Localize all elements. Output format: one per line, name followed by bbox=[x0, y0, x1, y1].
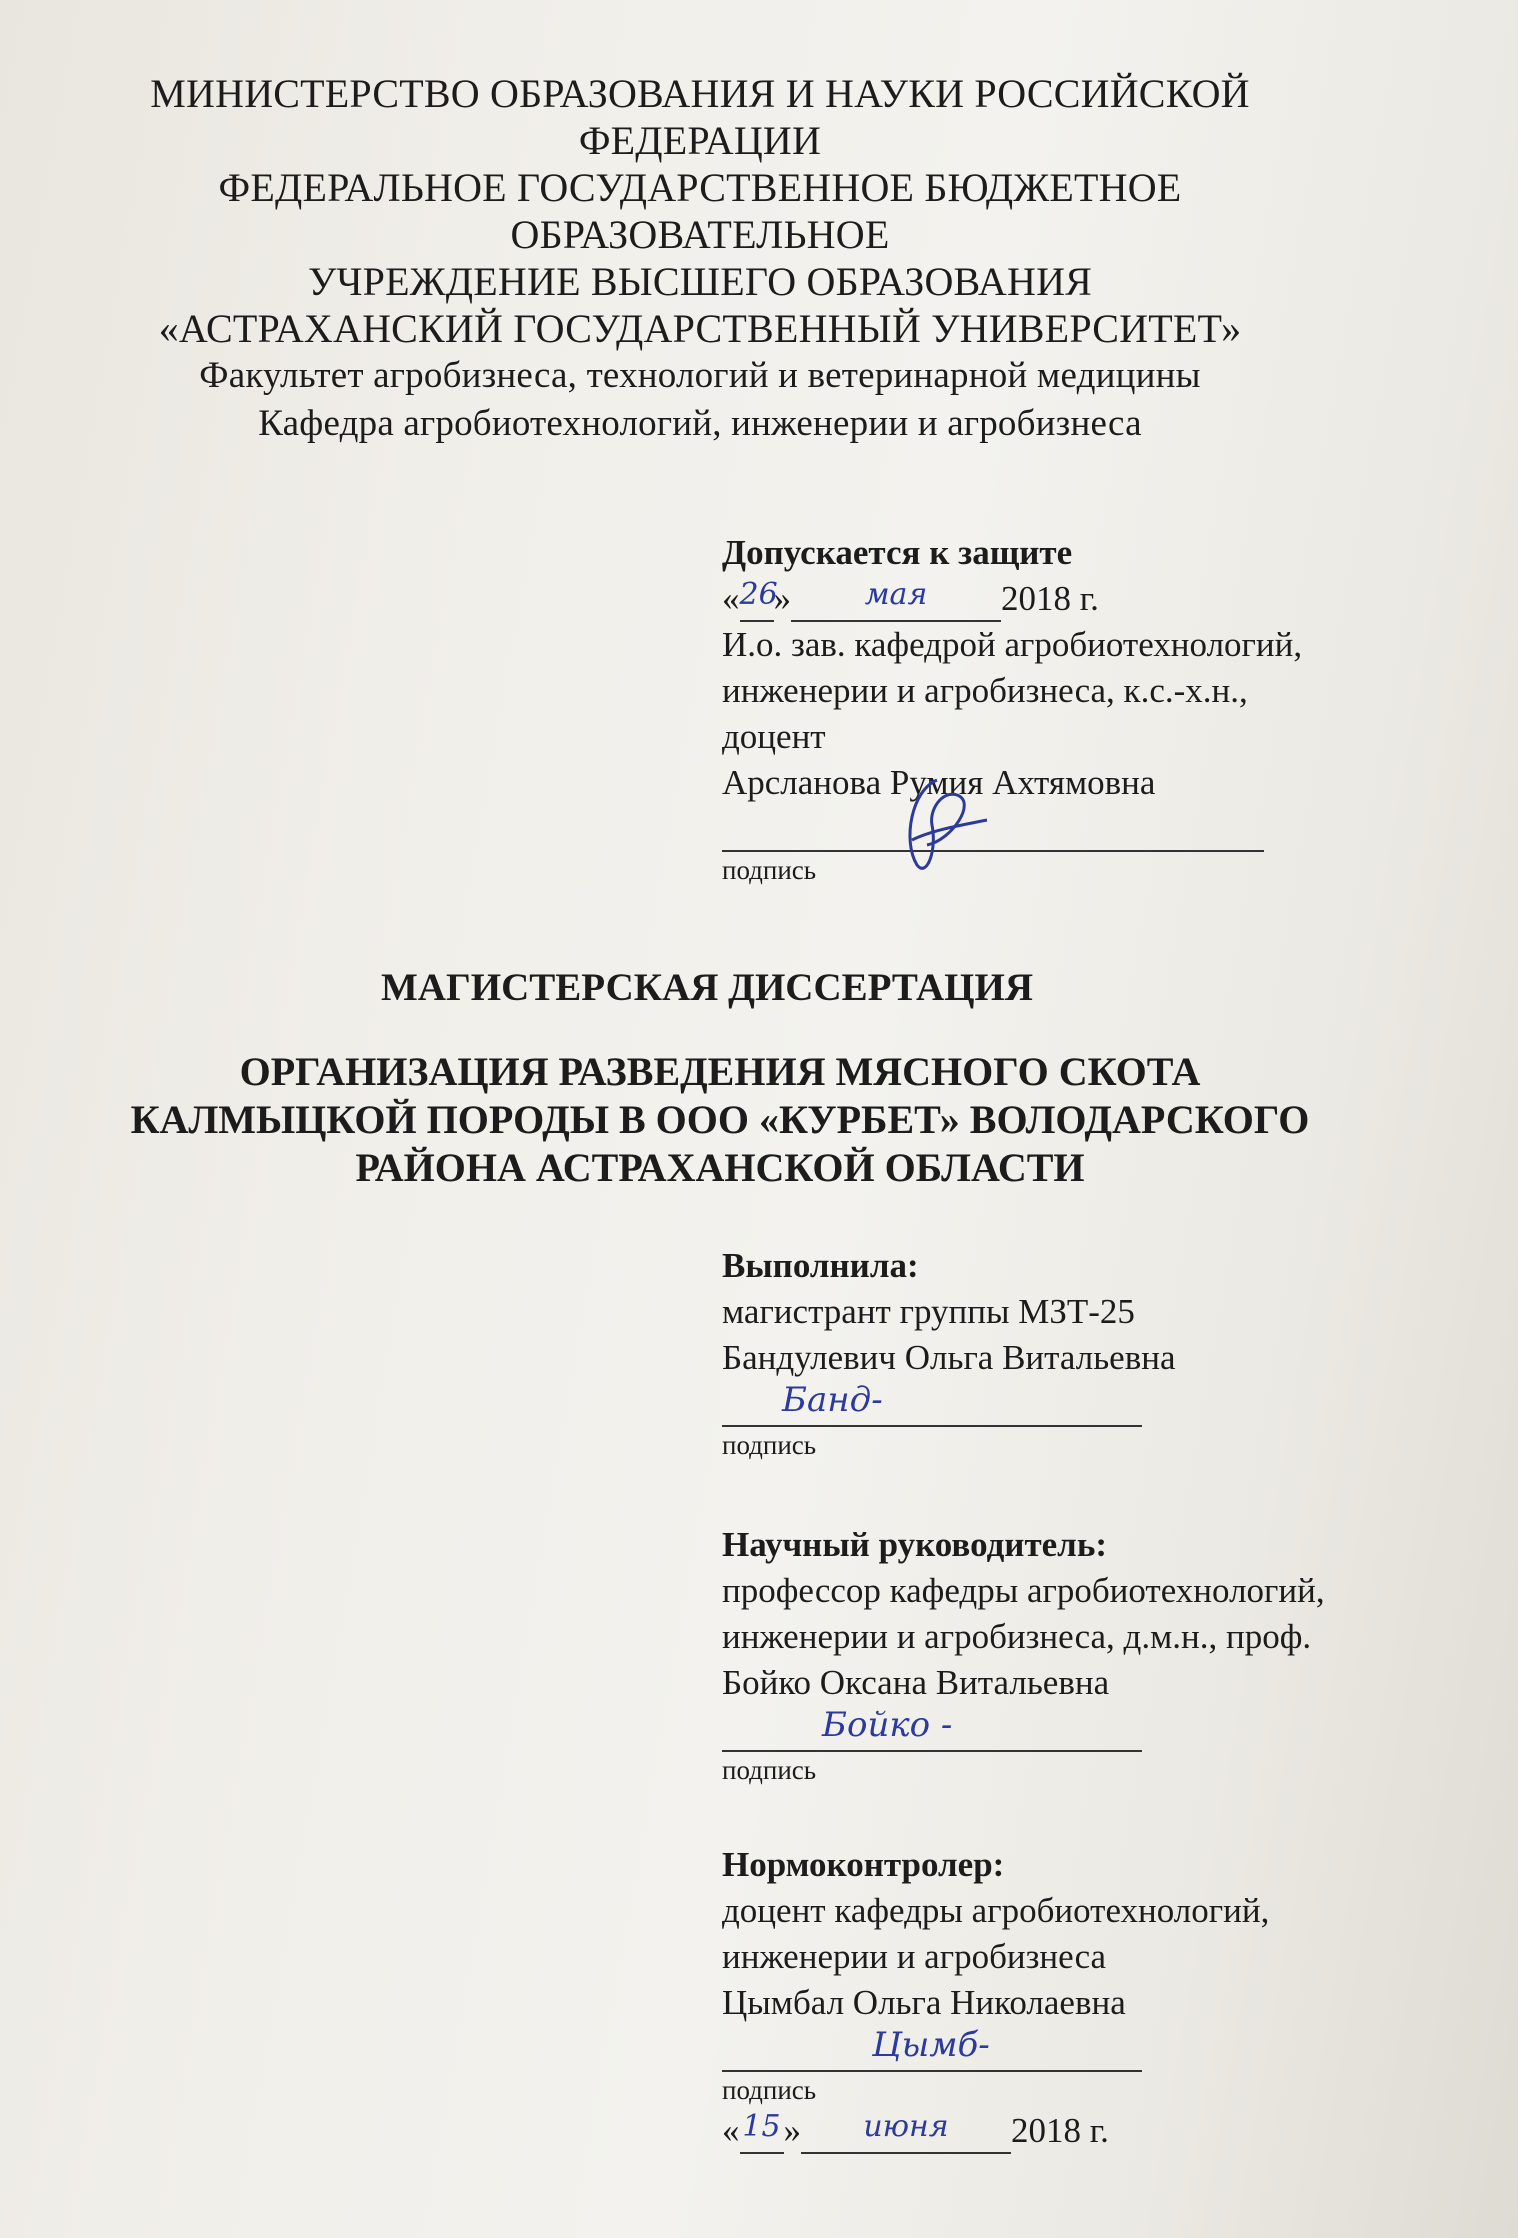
federation-line: ФЕДЕРАЦИИ bbox=[578, 118, 822, 163]
norm-date-month: июня bbox=[863, 2109, 949, 2144]
supervisor-name: Бойко Оксана Витальевна bbox=[722, 1663, 1110, 1702]
supervisor-role-1: профессор кафедры агробиотехнологий, bbox=[722, 1571, 1325, 1610]
supervisor-signature-caption: подпись bbox=[722, 1755, 817, 1785]
admission-label: Допускается к защите bbox=[722, 533, 1073, 572]
thesis-title bbox=[40, 1048, 1400, 1192]
author-role: магистрант группы МЗТ-25 bbox=[722, 1292, 1135, 1331]
department-line: Кафедра агробиотехнологий, инженерии и агробизнеса bbox=[258, 403, 1142, 444]
date-day: 26 bbox=[739, 577, 778, 612]
head-signature-icon bbox=[882, 770, 992, 880]
faculty-line: Факультет агробизнеса, технологий и ветеринарной медицины bbox=[199, 355, 1201, 396]
author-signature: Банд- bbox=[782, 1380, 883, 1420]
norm-date-month-field bbox=[801, 2109, 1011, 2154]
date-month-field bbox=[791, 577, 1001, 622]
normcontrol-date bbox=[722, 2108, 1422, 2154]
university-line: «АСТРАХАНСКИЙ ГОСУДАРСТВЕННЫЙ УНИВЕРСИТЕТ» bbox=[158, 306, 1242, 351]
supervisor-role-2: инженерии и агробизнеса, д.м.н., проф. bbox=[722, 1617, 1312, 1656]
head-signature-caption: подпись bbox=[722, 855, 817, 885]
normcontrol-name: Цымбал Ольга Николаевна bbox=[722, 1983, 1126, 2022]
supervisor-label: Научный руководитель: bbox=[722, 1525, 1107, 1564]
quote-close: » bbox=[783, 2111, 801, 2150]
quote-open: « bbox=[722, 579, 740, 618]
author-signature-caption: подпись bbox=[722, 1430, 817, 1460]
head-signature-line bbox=[722, 806, 1264, 852]
head-role-1: И.о. зав. кафедрой агробиотехнологий, bbox=[722, 625, 1303, 664]
head-role-2: инженерии и агробизнеса, к.с.-х.н., bbox=[722, 671, 1248, 710]
normcontrol-label: Нормоконтролер: bbox=[722, 1845, 1005, 1884]
educational-line: ОБРАЗОВАТЕЛЬНОЕ bbox=[510, 212, 890, 257]
head-name: Арсланова Румия Ахтямовна bbox=[722, 763, 1156, 802]
date-year: 2018 г. bbox=[1001, 579, 1099, 618]
institution-line: УЧРЕЖДЕНИЕ ВЫСШЕГО ОБРАЗОВАНИЯ bbox=[307, 259, 1093, 304]
head-role-3: доцент bbox=[722, 717, 826, 756]
admission-block bbox=[722, 530, 1422, 888]
author-name: Бандулевич Ольга Витальевна bbox=[722, 1338, 1176, 1377]
admission-date bbox=[722, 576, 1422, 622]
supervisor-signature-line bbox=[722, 1706, 1142, 1752]
thesis-title-line-3: РАЙОНА АСТРАХАНСКОЙ ОБЛАСТИ bbox=[355, 1145, 1085, 1190]
supervisor-signature: Бойко - bbox=[822, 1705, 953, 1745]
author-block bbox=[722, 1243, 1322, 1463]
date-day-field bbox=[739, 577, 778, 622]
supervisor-block bbox=[722, 1522, 1442, 1788]
normcontrol-block bbox=[722, 1842, 1422, 2154]
normcontrol-signature: Цымб- bbox=[872, 2025, 990, 2065]
normcontrol-role-2: инженерии и агробизнеса bbox=[722, 1937, 1107, 1976]
norm-date-year: 2018 г. bbox=[1011, 2111, 1109, 2150]
normcontrol-role-1: доцент кафедры агробиотехнологий, bbox=[722, 1891, 1270, 1930]
ministry-line: МИНИСТЕРСТВО ОБРАЗОВАНИЯ И НАУКИ РОССИЙСКОЙ bbox=[150, 71, 1250, 116]
document-header bbox=[0, 70, 1400, 448]
normcontrol-signature-caption: подпись bbox=[722, 2075, 817, 2105]
thesis-title-line-2: КАЛМЫЦКОЙ ПОРОДЫ В ООО «КУРБЕТ» ВОЛОДАРСКОГО bbox=[130, 1097, 1310, 1142]
quote-close: » bbox=[773, 579, 791, 618]
author-label: Выполнила: bbox=[722, 1246, 919, 1285]
normcontrol-signature-line bbox=[722, 2026, 1142, 2072]
thesis-type: МАГИСТЕРСКАЯ ДИССЕРТАЦИЯ bbox=[380, 966, 1033, 1009]
fgb-line: ФЕДЕРАЛЬНОЕ ГОСУДАРСТВЕННОЕ БЮДЖЕТНОЕ bbox=[218, 165, 1182, 210]
author-signature-line bbox=[722, 1381, 1142, 1427]
thesis-title-line-1: ОРГАНИЗАЦИЯ РАЗВЕДЕНИЯ МЯСНОГО СКОТА bbox=[239, 1049, 1201, 1094]
date-month: мая bbox=[864, 577, 928, 612]
norm-date-day: 15 bbox=[742, 2109, 781, 2144]
norm-date-day-field bbox=[740, 2109, 784, 2154]
quote-open: « bbox=[722, 2111, 740, 2150]
